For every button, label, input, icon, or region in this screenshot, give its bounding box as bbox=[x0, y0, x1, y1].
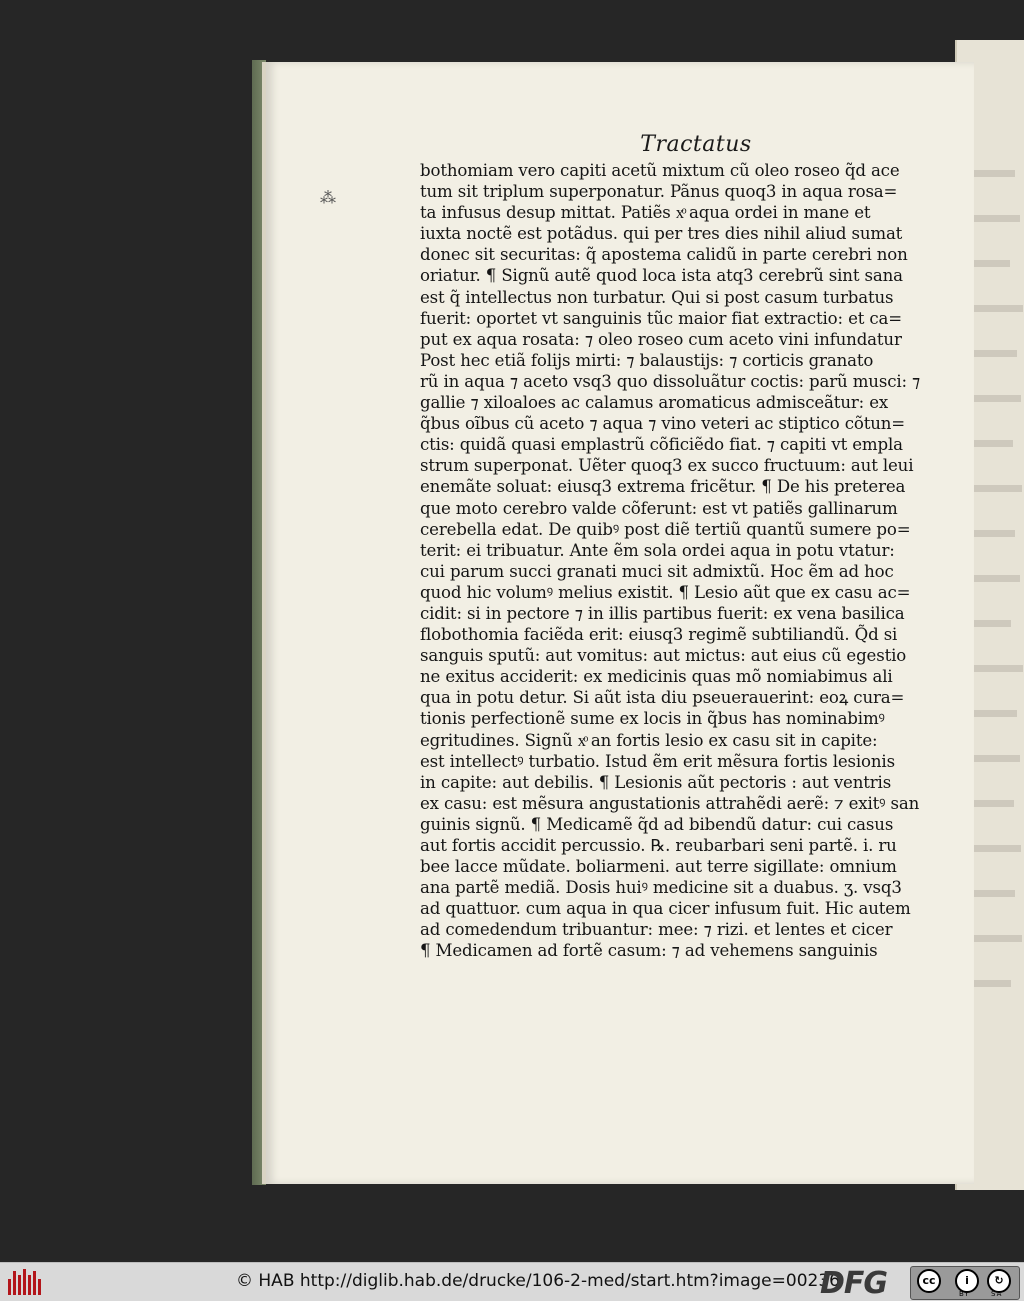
text-line: tionis perfectionẽ sume ex locis in q̃bus has nominabimꝰ bbox=[420, 709, 885, 729]
ink-blot-icon: ⁂ bbox=[320, 188, 336, 207]
running-head: Tractatus bbox=[640, 132, 752, 157]
cc-icon: cc bbox=[917, 1269, 941, 1293]
share-alike-icon: ↻ bbox=[987, 1269, 1011, 1293]
text-line: aut fortis accidit percussio. ℞. reubarbari seni partẽ. i. ru bbox=[420, 836, 897, 855]
text-line: rũ in aqua ⁊ aceto vsq3 quo dissoluãtur coctis: parũ musci: ⁊ bbox=[420, 371, 921, 391]
text-line: bee lacce mũdate. boliarmeni. aut terre sigillate: omnium bbox=[420, 857, 897, 877]
text-line: ex casu: est mẽsura angustationis attrahẽdi aerẽ: ⁊ exitꝰ san bbox=[420, 793, 920, 813]
text-line: qua in potu detur. Si aũt ista diu pseuerauerint: eoꝝ cura= bbox=[420, 688, 905, 708]
text-line: Post hec etiã folijs mirti: ⁊ balaustijs: ⁊ corticis granato bbox=[420, 350, 874, 370]
text-line: gallie ⁊ xiloaloes ac calamus aromaticus admisceãtur: ex bbox=[420, 393, 889, 413]
attribution-icon: i bbox=[955, 1269, 979, 1293]
text-line: fuerit: oportet vt sanguinis tũc maior fiat extractio: et ca= bbox=[420, 308, 903, 328]
cc-license-badge[interactable] bbox=[910, 1266, 1020, 1300]
text-line: sanguis sputũ: aut vomitus: aut mictus: aut eius cũ egestio bbox=[420, 646, 907, 666]
text-line: ne exitus acciderit: ex medicinis quas mõ nomiabimus ali bbox=[420, 667, 893, 687]
dfg-logo[interactable]: DFG bbox=[820, 1266, 888, 1301]
text-line: ctis: quidã quasi emplastrũ cõficiẽdo fiat. ⁊ capiti vt empla bbox=[420, 435, 903, 455]
text-line: cidit: si in pectore ⁊ in illis partibus fuerit: ex vena basilica bbox=[420, 603, 905, 623]
text-line: strum superponat. Uẽter quoq3 ex succo fructuum: aut leui bbox=[420, 456, 914, 476]
footer-bar bbox=[0, 1262, 1024, 1301]
text-line: cerebella edat. De quibꝰ post diẽ tertiũ quantũ sumere po= bbox=[420, 519, 911, 539]
text-line: ta infusus desup mittat. Patiẽs xͦ aqua ordei in mane et bbox=[420, 203, 871, 223]
text-line: flobothomia faciẽda erit: eiusq3 regimẽ subtiliandũ. Q̃d si bbox=[420, 625, 898, 645]
text-line: bothomiam vero capiti acetũ mixtum cũ oleo roseo q̃d ace bbox=[420, 161, 900, 180]
by-label: BY bbox=[959, 1290, 970, 1298]
sa-label: SA bbox=[991, 1290, 1003, 1298]
text-line: q̃bus oĩbus cũ aceto ⁊ aqua ⁊ vino veteri ac stiptico cõtun= bbox=[420, 414, 906, 434]
text-block bbox=[420, 160, 968, 962]
text-line: quod hic volumꝰ melius existit. ¶ Lesio aũt que ex casu ac= bbox=[420, 582, 911, 602]
text-line: est q̃ intellectus non turbatur. Qui si post casum turbatus bbox=[420, 287, 894, 307]
text-line: ana partẽ mediã. Dosis huiꝰ medicine sit a duabus. ʒ. vsq3 bbox=[420, 878, 902, 898]
text-line: tum sit triplum superponatur. Pãnus quoq3 in aqua rosa= bbox=[420, 182, 898, 202]
text-line: iuxta noctẽ est potãdus. qui per tres dies nihil aliud sumat bbox=[420, 224, 903, 244]
text-line: guinis signũ. ¶ Medicamẽ q̃d ad bibendũ datur: cui casus bbox=[420, 814, 894, 834]
text-line: in capite: aut debilis. ¶ Lesionis aũt pectoris : aut ventris bbox=[420, 772, 892, 792]
copyright-link[interactable]: © HAB http://diglib.hab.de/drucke/106-2-med/start.htm?image=00236 bbox=[236, 1271, 840, 1291]
text-line: est intellectꝰ turbatio. Istud ẽm erit mẽsura fortis lesionis bbox=[420, 751, 895, 771]
text-line: terit: ei tribuatur. Ante ẽm sola ordei aqua in potu vtatur: bbox=[420, 540, 895, 560]
text-line: ¶ Medicamen ad fortẽ casum: ⁊ ad vehemens sanguinis bbox=[420, 941, 878, 961]
text-line: cui parum succi granati muci sit admixtũ. Hoc ẽm ad hoc bbox=[420, 561, 894, 581]
book-page bbox=[262, 62, 974, 1184]
text-line: que moto cerebro valde cõferunt: est vt patiẽs gallinarum bbox=[420, 498, 898, 518]
text-line: put ex aqua rosata: ⁊ oleo roseo cum aceto vini infundatur bbox=[420, 329, 902, 349]
text-line: enemãte soluat: eiusq3 extrema fricẽtur. ¶ De his preterea bbox=[420, 477, 906, 497]
hab-logo-icon[interactable] bbox=[8, 1269, 48, 1295]
text-line: egritudines. Signũ xͦ an fortis lesio ex casu sit in capite: bbox=[420, 730, 878, 750]
text-line: donec sit securitas: q̃ apostema calidũ in parte cerebri non bbox=[420, 245, 908, 265]
text-line: oriatur. ¶ Signũ autẽ quod loca ista atq3 cerebrũ sint sana bbox=[420, 266, 903, 286]
text-line: ad comedendum tribuantur: mee: ⁊ rizi. et lentes et cicer bbox=[420, 920, 893, 940]
text-line: ad quattuor. cum aqua in qua cicer infusum fuit. Hic autem bbox=[420, 899, 911, 919]
